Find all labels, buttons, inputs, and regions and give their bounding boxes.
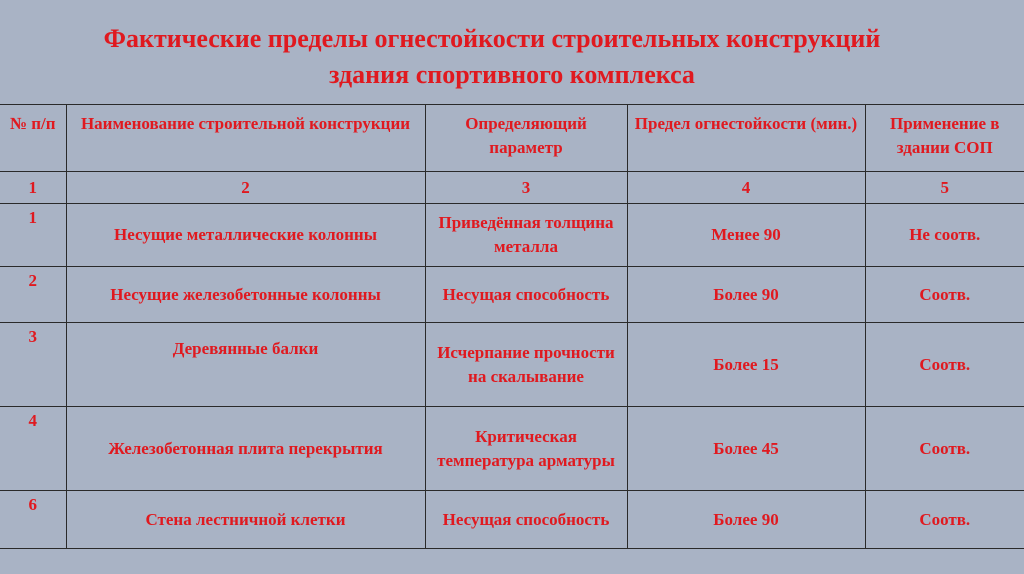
table-row: [0, 407, 1024, 491]
column-number: 1: [0, 172, 66, 204]
row-number: 3: [0, 323, 66, 407]
column-number: 4: [627, 172, 865, 204]
fire-resistance-table: [0, 104, 1024, 549]
header-parameter: Определяющий параметр: [425, 105, 627, 172]
column-number-row: [0, 172, 1024, 204]
header-application: Применение в здании СОП: [865, 105, 1024, 172]
application-status: Соотв.: [865, 323, 1024, 407]
row-number: 4: [0, 407, 66, 491]
table-row: [0, 204, 1024, 267]
table-row: [0, 491, 1024, 549]
header-row: [0, 105, 1024, 172]
column-number: 2: [66, 172, 425, 204]
defining-parameter: Критическая температура арматуры: [425, 407, 627, 491]
construction-name: Железобетонная плита перекрытия: [66, 407, 425, 491]
fire-resistance-limit: Менее 90: [627, 204, 865, 267]
construction-name: Несущие металлические колонны: [66, 204, 425, 267]
fire-resistance-limit: Более 90: [627, 491, 865, 549]
application-status: Не соотв.: [865, 204, 1024, 267]
application-status: Соотв.: [865, 407, 1024, 491]
defining-parameter: Несущая способность: [425, 267, 627, 323]
construction-name: Несущие железобетонные колонны: [66, 267, 425, 323]
defining-parameter: Исчерпание прочности на скалывание: [425, 323, 627, 407]
application-status: Соотв.: [865, 267, 1024, 323]
column-number: 3: [425, 172, 627, 204]
construction-name: Деревянные балки: [66, 323, 425, 407]
row-number: 1: [0, 204, 66, 267]
defining-parameter: Приведённая толщина металла: [425, 204, 627, 267]
header-construction-name: Наименование строительной конструкции: [66, 105, 425, 172]
page-subtitle: здания спортивного комплекса: [329, 60, 695, 89]
row-number: 2: [0, 267, 66, 323]
fire-resistance-limit: Более 15: [627, 323, 865, 407]
table-row: [0, 323, 1024, 407]
table-row: [0, 267, 1024, 323]
construction-name: Стена лестничной клетки: [66, 491, 425, 549]
fire-resistance-limit: Более 45: [627, 407, 865, 491]
application-status: Соотв.: [865, 491, 1024, 549]
row-number: 6: [0, 491, 66, 549]
column-number: 5: [865, 172, 1024, 204]
header-number: № п/п: [0, 105, 66, 172]
page-title: Фактические пределы огнестойкости строительных конструкций: [103, 24, 881, 53]
defining-parameter: Несущая способность: [425, 491, 627, 549]
fire-resistance-limit: Более 90: [627, 267, 865, 323]
header-fire-resistance: Предел огнестойкости (мин.): [627, 105, 865, 172]
